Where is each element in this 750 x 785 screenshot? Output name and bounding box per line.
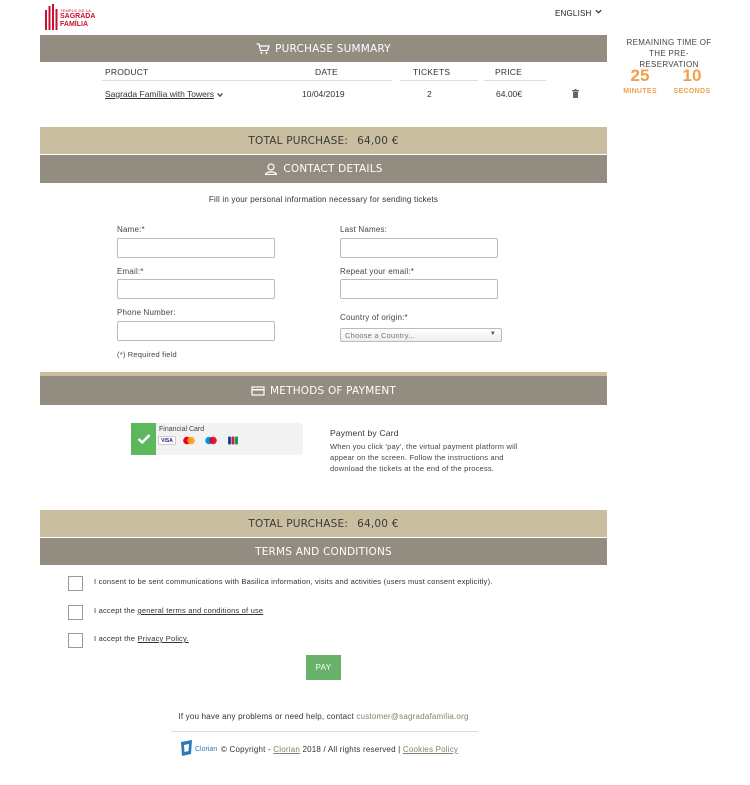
- chevron-down-icon[interactable]: [216, 91, 224, 99]
- basilica-towers-icon: [44, 4, 58, 30]
- purchase-summary-header: [40, 35, 607, 62]
- total-label: TOTAL PURCHASE:: [248, 517, 349, 530]
- phone-field[interactable]: [117, 321, 275, 341]
- timer-title: REMAINING TIME OF THE PRE-RESERVATION: [626, 38, 712, 69]
- language-selector[interactable]: ENGLISH: [555, 9, 592, 18]
- table-divider: [484, 80, 546, 81]
- privacy-policy-checkbox[interactable]: [68, 633, 83, 648]
- name-field[interactable]: [117, 238, 275, 258]
- clorian-logo-icon: [180, 740, 194, 756]
- table-divider: [400, 80, 478, 81]
- maestro-icon: [202, 436, 220, 445]
- table-divider: [102, 80, 392, 81]
- logo-title: [60, 13, 95, 29]
- selected-check[interactable]: [131, 423, 156, 455]
- visa-icon: VISA: [158, 436, 176, 445]
- privacy-policy-text: [94, 634, 189, 643]
- repeat-email-field[interactable]: [340, 279, 498, 299]
- timer-seconds: 10: [682, 66, 702, 85]
- required-field-note: (*) Required field: [117, 350, 177, 359]
- product-cell[interactable]: [105, 89, 224, 99]
- accept-prefix: I accept the: [94, 634, 136, 643]
- help-message: If you have any problems or need help, contact: [178, 712, 354, 721]
- phone-label: Phone Number:: [117, 308, 176, 317]
- mastercard-icon: [180, 436, 198, 445]
- logo-line-1: SAGRADA: [60, 13, 96, 20]
- general-terms-text: [94, 606, 263, 615]
- timer-seconds-label: SECONDS: [673, 88, 711, 95]
- general-terms-link[interactable]: general terms and conditions of use: [137, 606, 264, 615]
- product-link[interactable]: Sagrada Família with Towers: [105, 89, 214, 99]
- cookies-policy-link[interactable]: Cookies Policy: [402, 745, 459, 754]
- timer-minutes: 25: [630, 66, 650, 85]
- general-terms-checkbox[interactable]: [68, 605, 83, 620]
- privacy-policy-link[interactable]: Privacy Policy.: [137, 634, 189, 643]
- user-icon: [264, 163, 278, 175]
- copyright-prefix: © Copyright -: [221, 745, 271, 754]
- country-label: Country of origin:*: [340, 313, 408, 322]
- summary-total-bar: [40, 127, 607, 154]
- footer-divider: [171, 731, 478, 732]
- purchase-summary-title: PURCHASE SUMMARY: [275, 42, 391, 55]
- financial-card-label: Financial Card: [159, 426, 205, 433]
- repeat-email-label: Repeat your email:*: [340, 267, 415, 276]
- col-date: DATE: [315, 67, 338, 77]
- copyright-suffix: 2018 / All rights reserved |: [302, 745, 401, 754]
- country-select[interactable]: [340, 328, 502, 342]
- consent-checkbox[interactable]: [68, 576, 83, 591]
- col-price: PRICE: [495, 67, 522, 77]
- last-names-field[interactable]: [340, 238, 498, 258]
- col-tickets: TICKETS: [413, 67, 451, 77]
- jcb-icon: [224, 436, 242, 445]
- contact-details-header: [40, 155, 607, 183]
- check-icon: [137, 433, 151, 445]
- col-product: PRODUCT: [105, 67, 149, 77]
- credit-card-icon: [251, 385, 265, 397]
- help-text: [40, 712, 607, 721]
- copyright: [221, 745, 458, 754]
- accept-prefix: I accept the: [94, 606, 136, 615]
- email-field[interactable]: [117, 279, 275, 299]
- logo-line-2: FAMÍLIA: [60, 21, 88, 28]
- tickets-cell: 2: [427, 89, 432, 99]
- timer-minutes-label: MINUTES: [623, 88, 657, 95]
- terms-title: TERMS AND CONDITIONS: [255, 545, 392, 558]
- pay-button[interactable]: PAY: [306, 655, 341, 680]
- total-value: 64,00 €: [357, 134, 399, 147]
- chevron-down-icon[interactable]: [594, 7, 603, 16]
- logo-subtitle: TEMPLE DE LA: [60, 8, 92, 13]
- consent-text: I consent to be sent communications with Basilica information, visits and activities (users must consent explicitly).: [94, 577, 493, 586]
- clorian-link[interactable]: Clorian: [273, 745, 301, 754]
- date-cell: 10/04/2019: [302, 89, 345, 99]
- price-cell: 64.00€: [496, 89, 522, 99]
- contact-intro: Fill in your personal information necessary for sending tickets: [208, 195, 439, 204]
- last-names-label: Last Names:: [340, 225, 388, 234]
- sagrada-familia-logo[interactable]: [44, 4, 94, 30]
- dropdown-arrow-icon: ▼: [489, 331, 496, 337]
- payment-total-bar: [40, 510, 607, 537]
- cart-icon: [256, 43, 270, 55]
- payment-methods-header: [40, 372, 607, 405]
- card-brands: [158, 436, 242, 445]
- payment-methods-title: METHODS OF PAYMENT: [269, 384, 396, 397]
- payment-method-description: When you click 'pay', the virtual payment platform will appear on the screen. Follow the instructions and download the tickets at the end of the process.: [330, 442, 518, 473]
- name-label: Name:*: [117, 225, 145, 234]
- email-label: Email:*: [117, 267, 144, 276]
- payment-method-title: Payment by Card: [330, 428, 399, 438]
- terms-header: [40, 538, 607, 565]
- trash-icon[interactable]: [572, 89, 579, 98]
- clorian-logo-text: Clorian: [195, 746, 218, 753]
- country-select-value: Choose a Country...: [345, 331, 415, 340]
- total-value: 64,00 €: [357, 517, 399, 530]
- help-email-link[interactable]: customer@sagradafamilia.org: [356, 712, 469, 721]
- contact-details-title: CONTACT DETAILS: [283, 163, 383, 175]
- total-label: TOTAL PURCHASE:: [248, 134, 349, 147]
